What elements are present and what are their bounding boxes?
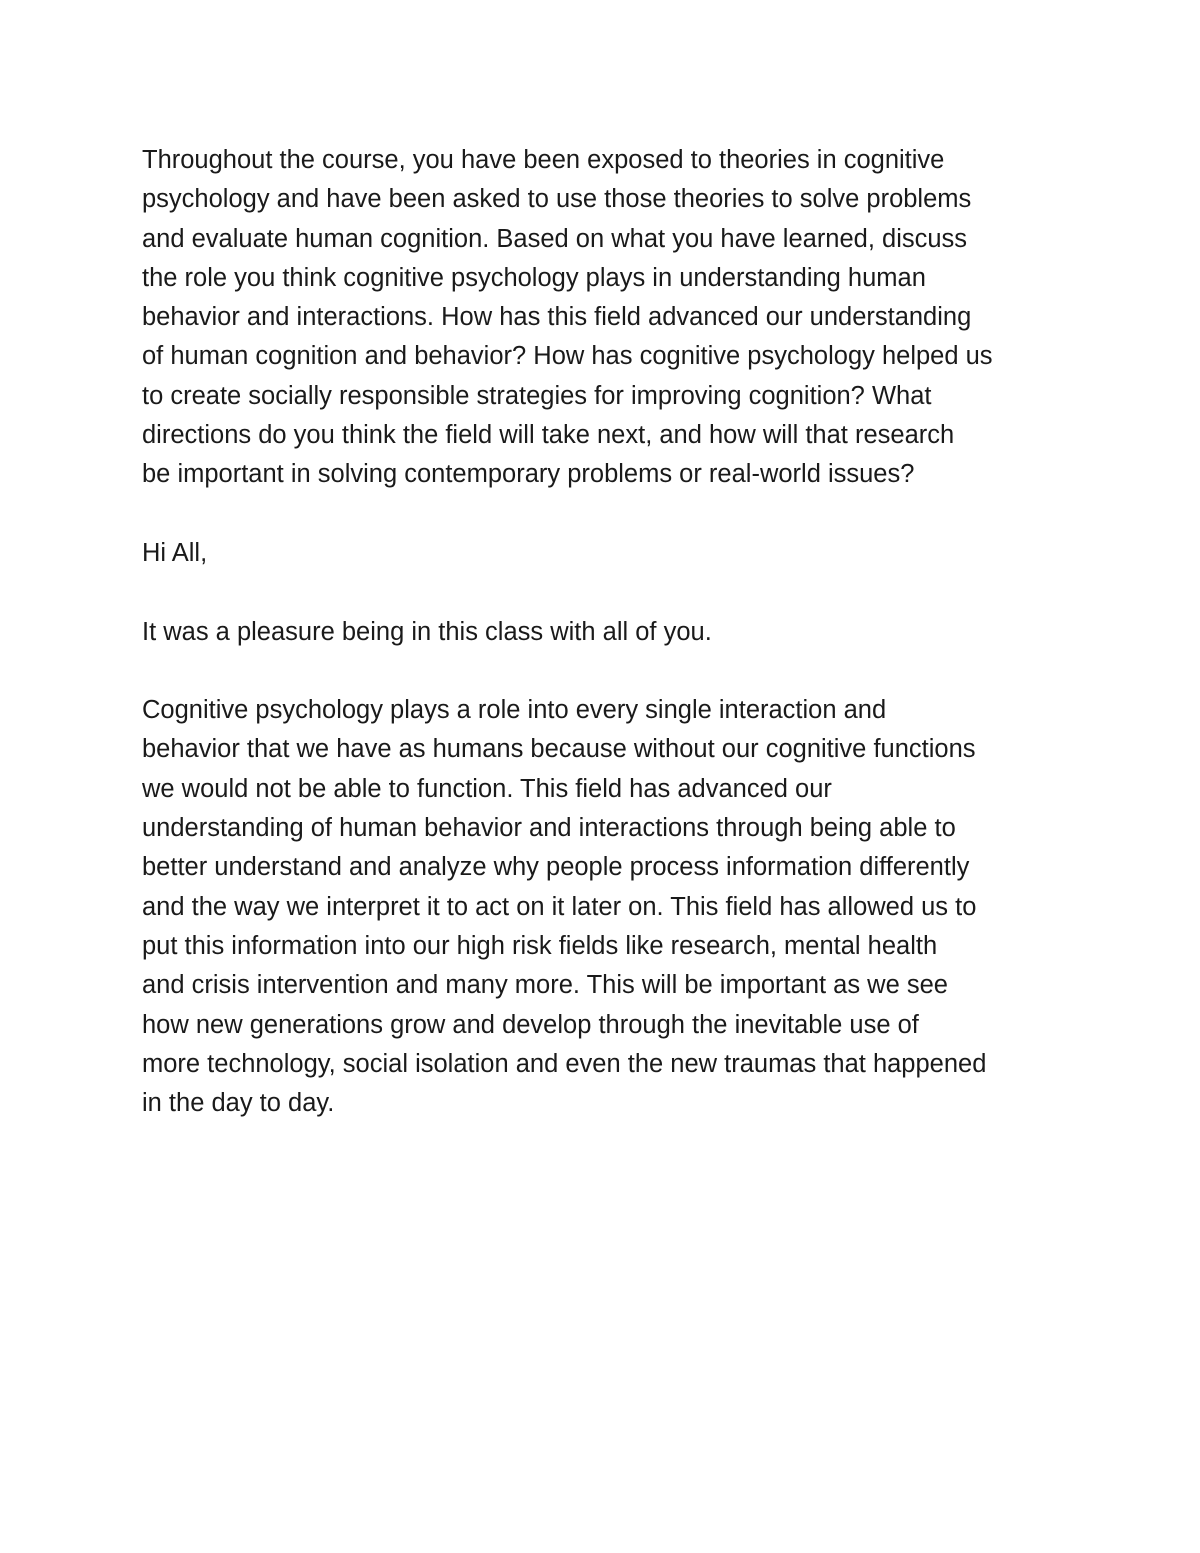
closing-remark xyxy=(142,613,1072,652)
response-line: behavior that we have as humans because without our cognitive functions xyxy=(142,735,976,764)
closing-remark-text: It was a pleasure being in this class with all of you. xyxy=(142,617,712,646)
response-line: how new generations grow and develop through the inevitable use of xyxy=(142,1010,919,1039)
prompt-line: and evaluate human cognition. Based on what you have learned, discuss xyxy=(142,224,968,253)
greeting-text: Hi All, xyxy=(142,538,208,567)
document-body xyxy=(142,141,1072,1163)
response-line: more technology, social isolation and even the new traumas that happened xyxy=(142,1049,987,1078)
response-line: and crisis intervention and many more. This will be important as we see xyxy=(142,971,948,1000)
response-line: better understand and analyze why people process information differently xyxy=(142,853,970,882)
greeting xyxy=(142,534,1072,573)
response-line: we would not be able to function. This field has advanced our xyxy=(142,774,832,803)
response-line: Cognitive psychology plays a role into every single interaction and xyxy=(142,696,887,725)
prompt-line: the role you think cognitive psychology plays in understanding human xyxy=(142,263,926,292)
prompt-line: psychology and have been asked to use those theories to solve problems xyxy=(142,185,972,214)
prompt-line: to create socially responsible strategies for improving cognition? What xyxy=(142,381,932,410)
discussion-prompt xyxy=(142,141,1072,495)
prompt-line: directions do you think the field will take next, and how will that research xyxy=(142,421,955,450)
response-line: and the way we interpret it to act on it later on. This field has allowed us to xyxy=(142,892,977,921)
prompt-line: behavior and interactions. How has this field advanced our understanding xyxy=(142,303,972,332)
discussion-response xyxy=(142,691,1072,1123)
response-line: understanding of human behavior and interactions through being able to xyxy=(142,814,956,843)
response-line: put this information into our high risk fields like research, mental health xyxy=(142,931,938,960)
prompt-line: be important in solving contemporary problems or real-world issues? xyxy=(142,460,915,489)
response-line: in the day to day. xyxy=(142,1089,335,1118)
prompt-line: of human cognition and behavior? How has cognitive psychology helped us xyxy=(142,342,993,371)
prompt-line: Throughout the course, you have been exposed to theories in cognitive xyxy=(142,146,945,174)
